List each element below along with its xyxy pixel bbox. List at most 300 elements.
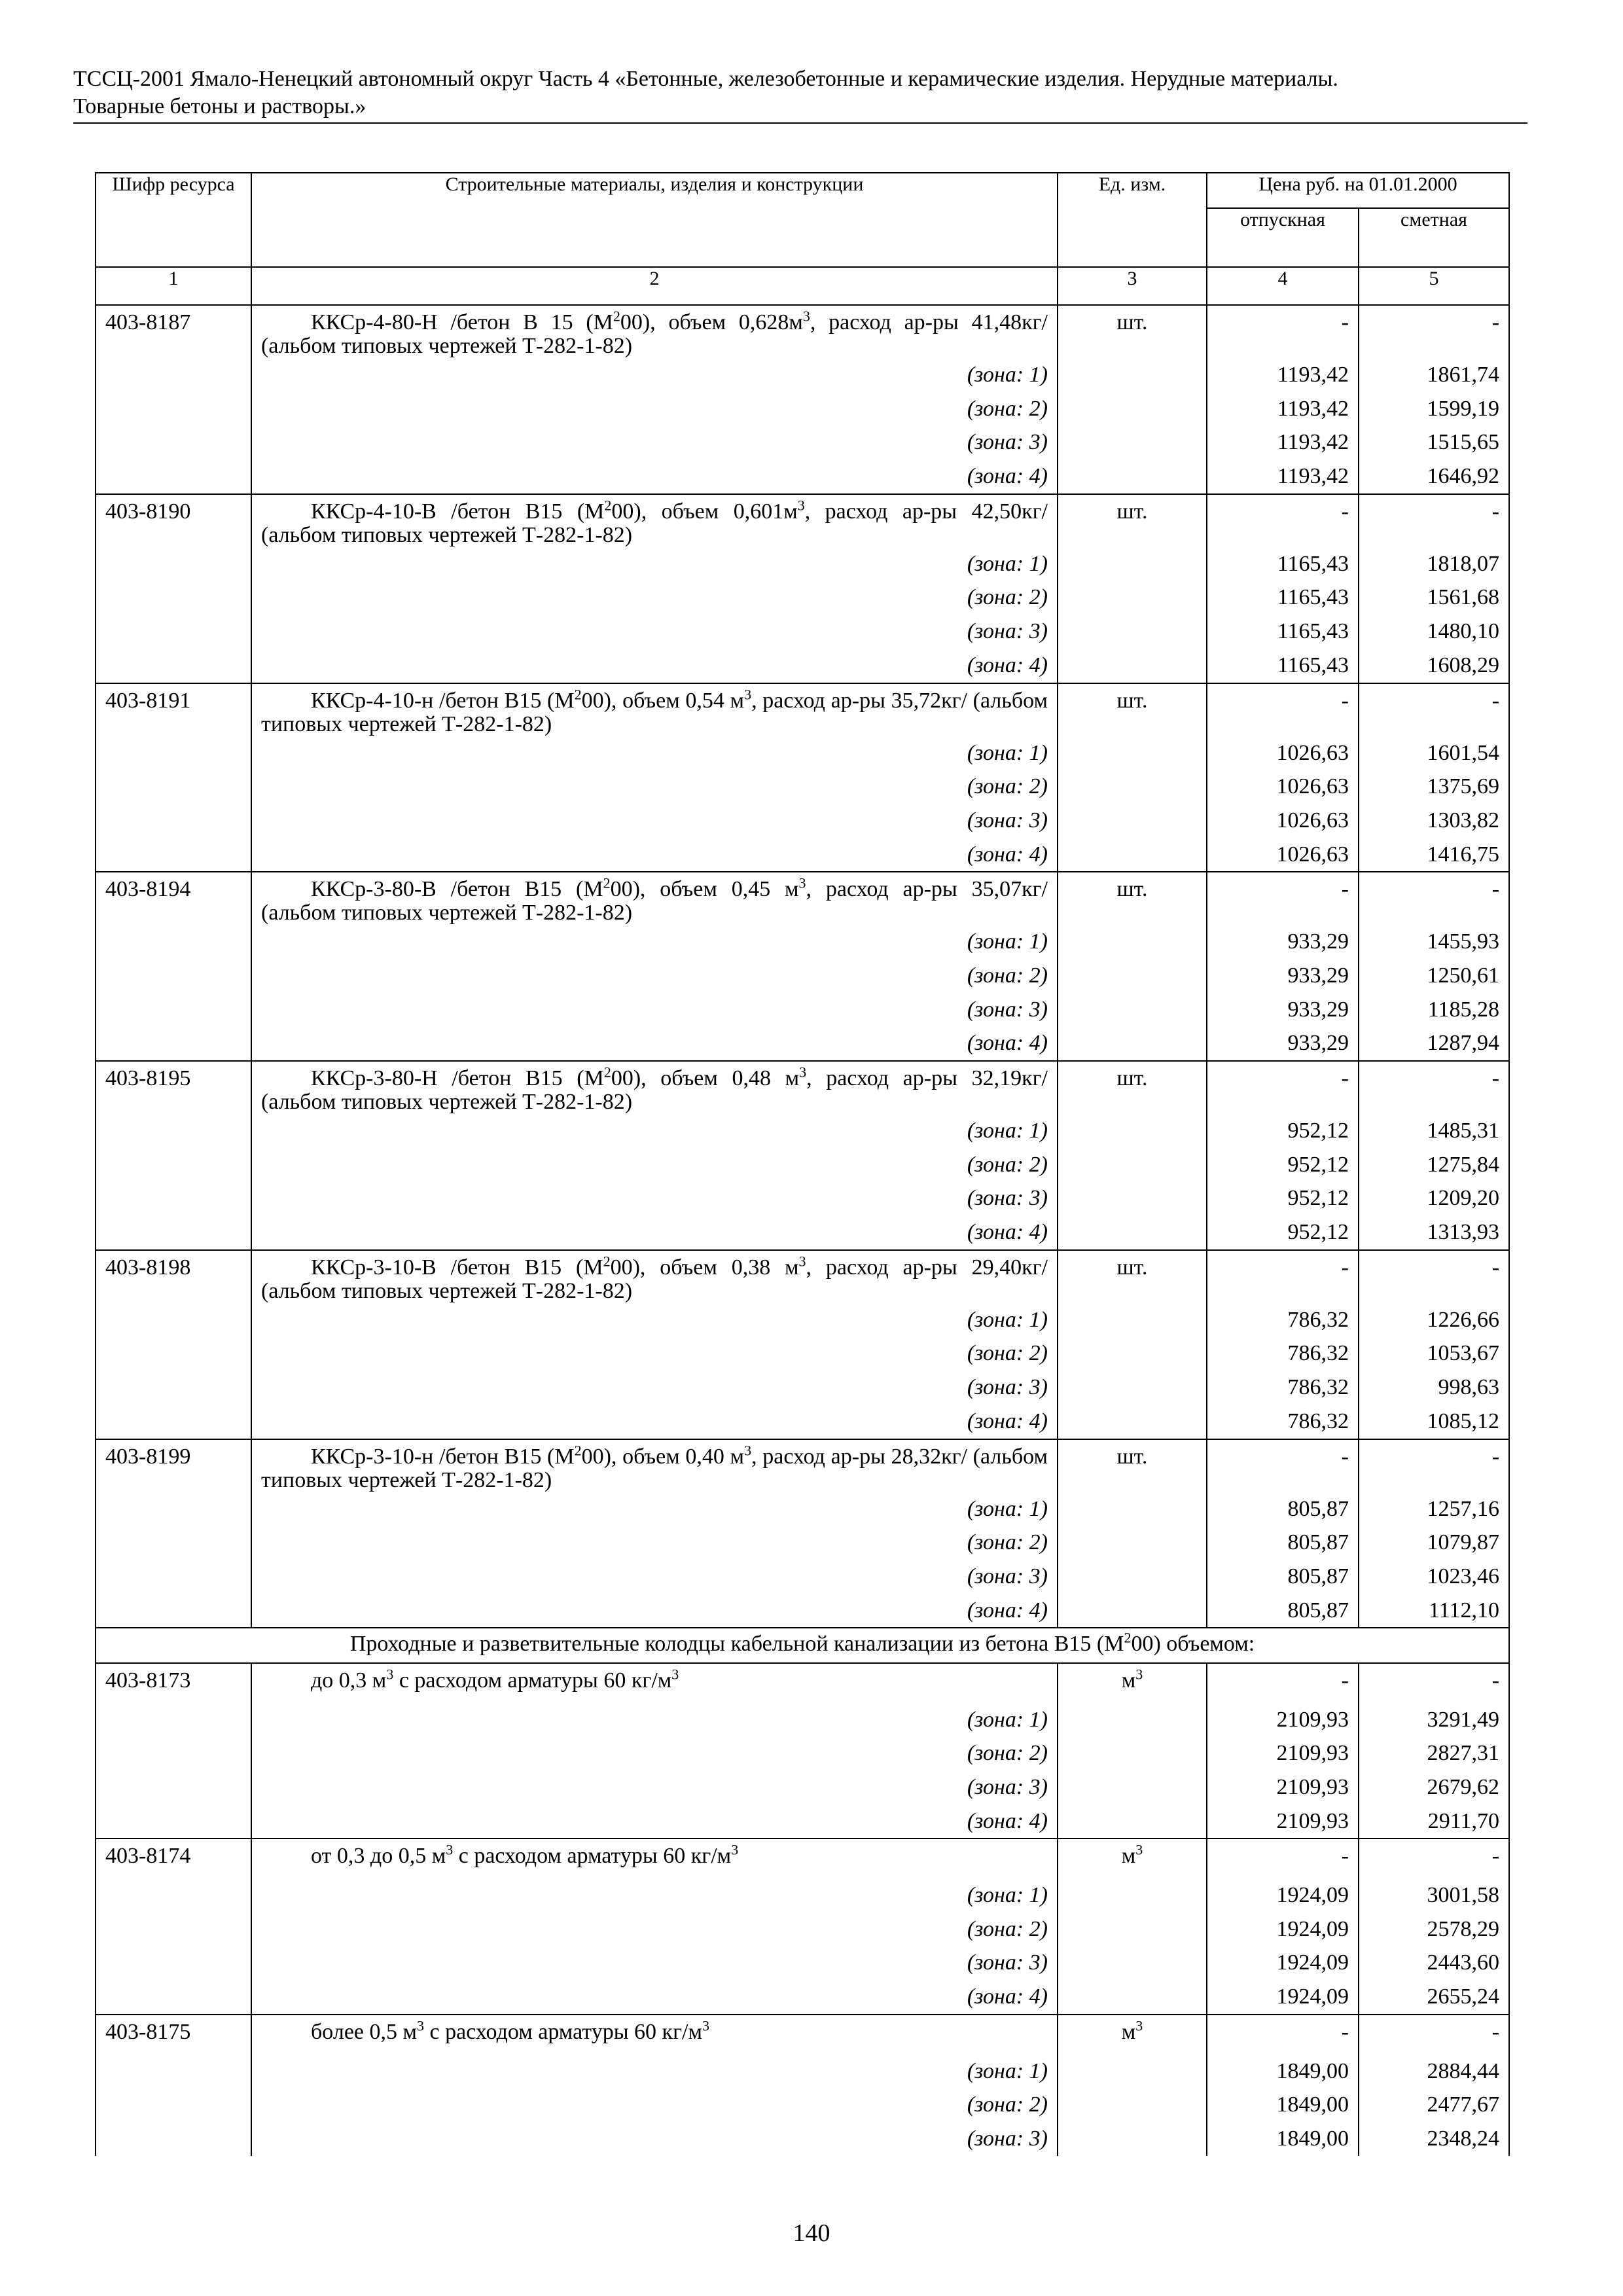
estimate-price: 1599,19	[1359, 392, 1509, 426]
empty-code-cell	[96, 1526, 251, 1560]
estimate-price: 1185,28	[1359, 993, 1509, 1027]
empty-unit-cell	[1058, 1770, 1207, 1804]
release-price: 1165,43	[1207, 547, 1359, 581]
empty-code-cell	[96, 736, 251, 770]
section-title: Проходные и разветвительные колодцы кабельной канализации из бетона В15 $(М^200)$ объемом:	[96, 1628, 1509, 1663]
estimate-price: 1480,10	[1359, 615, 1509, 649]
estimate-price: 998,63	[1359, 1371, 1509, 1405]
zone-label: (зона: 3)	[251, 1181, 1058, 1215]
zone-label: (зона: 1)	[251, 925, 1058, 959]
item-description: более 0,5 $м^3$ с расходом арматуры 60 $кг/м^3$	[251, 2015, 1058, 2054]
zone-row	[96, 392, 1509, 426]
release-price: 952,12	[1207, 1114, 1359, 1148]
table-row	[96, 2015, 1509, 2054]
empty-code-cell	[96, 804, 251, 838]
item-description: ККСр-4-80-Н /бетон В 15 $(М^200)$, объем $0,628м^3$, расход ар-ры 41,48кг/ (альбом типовых чертежей Т-282-1-82)	[251, 305, 1058, 358]
unit-cell: шт.	[1058, 1439, 1207, 1492]
column-number-4: 4	[1207, 267, 1359, 305]
empty-code-cell	[96, 1215, 251, 1250]
empty-unit-cell	[1058, 1492, 1207, 1526]
release-price: 786,32	[1207, 1303, 1359, 1337]
estimate-price-dash: -	[1359, 1061, 1509, 1114]
estimate-price: 1226,66	[1359, 1303, 1509, 1337]
empty-code-cell	[96, 1405, 251, 1439]
release-price: 2109,93	[1207, 1804, 1359, 1839]
estimate-price: 1455,93	[1359, 925, 1509, 959]
zone-label: (зона: 2)	[251, 1526, 1058, 1560]
estimate-price: 1561,68	[1359, 581, 1509, 615]
empty-unit-cell	[1058, 425, 1207, 459]
estimate-price: 1053,67	[1359, 1336, 1509, 1371]
empty-unit-cell	[1058, 993, 1207, 1027]
section-row	[96, 1628, 1509, 1663]
estimate-price-dash: -	[1359, 305, 1509, 358]
table-row	[96, 683, 1509, 736]
zone-row	[96, 547, 1509, 581]
empty-unit-cell	[1058, 1405, 1207, 1439]
estimate-price-dash: -	[1359, 1250, 1509, 1303]
zone-row	[96, 1703, 1509, 1737]
empty-code-cell	[96, 993, 251, 1027]
empty-unit-cell	[1058, 770, 1207, 804]
zone-label: (зона: 1)	[251, 1492, 1058, 1526]
zone-row	[96, 1736, 1509, 1770]
empty-code-cell	[96, 1560, 251, 1594]
header-release: отпускная	[1207, 208, 1359, 267]
zone-label: (зона: 4)	[251, 649, 1058, 683]
release-price: 1165,43	[1207, 649, 1359, 683]
release-price: 1165,43	[1207, 615, 1359, 649]
empty-code-cell	[96, 1878, 251, 1912]
estimate-price: 2655,24	[1359, 1980, 1509, 2015]
estimate-price: 1112,10	[1359, 1594, 1509, 1628]
release-price: 786,32	[1207, 1405, 1359, 1439]
resource-code: 403-8194	[96, 872, 251, 925]
resource-code: 403-8173	[96, 1663, 251, 1703]
zone-row	[96, 1492, 1509, 1526]
item-description: ККСр-3-80-В /бетон В15 $(М^200)$, объем 0,45 $м^3$, расход ар-ры 35,07кг/ (альбом типовых чертежей Т-282-1-82)	[251, 872, 1058, 925]
release-price: 1924,09	[1207, 1980, 1359, 2015]
release-price: 1026,63	[1207, 770, 1359, 804]
zone-label: (зона: 4)	[251, 838, 1058, 872]
empty-code-cell	[96, 1026, 251, 1061]
empty-unit-cell	[1058, 1980, 1207, 2015]
estimate-price: 1257,16	[1359, 1492, 1509, 1526]
zone-label: (зона: 2)	[251, 959, 1058, 993]
header-unit: Ед. изм.	[1058, 173, 1207, 267]
column-number-2: 2	[251, 267, 1058, 305]
zone-row	[96, 1526, 1509, 1560]
empty-unit-cell	[1058, 459, 1207, 494]
empty-unit-cell	[1058, 581, 1207, 615]
zone-row	[96, 1336, 1509, 1371]
empty-unit-cell	[1058, 2122, 1207, 2156]
estimate-price: 2477,67	[1359, 2088, 1509, 2122]
zone-row	[96, 459, 1509, 494]
zone-row	[96, 1912, 1509, 1946]
empty-code-cell	[96, 425, 251, 459]
empty-code-cell	[96, 1492, 251, 1526]
estimate-price: 2578,29	[1359, 1912, 1509, 1946]
zone-row	[96, 1560, 1509, 1594]
empty-code-cell	[96, 838, 251, 872]
estimate-price-dash: -	[1359, 1439, 1509, 1492]
header-line-2: Товарные бетоны и растворы.»	[73, 94, 366, 118]
estimate-price-dash: -	[1359, 2015, 1509, 2054]
empty-unit-cell	[1058, 1912, 1207, 1946]
empty-code-cell	[96, 770, 251, 804]
zone-label: (зона: 3)	[251, 1946, 1058, 1980]
zone-row	[96, 1181, 1509, 1215]
unit-cell: шт.	[1058, 1250, 1207, 1303]
zone-label: (зона: 4)	[251, 1804, 1058, 1839]
item-description: до 0,3 $м^3$ с расходом арматуры 60 $кг/м^3$	[251, 1663, 1058, 1703]
resource-code: 403-8174	[96, 1839, 251, 1878]
empty-code-cell	[96, 925, 251, 959]
estimate-price-dash: -	[1359, 683, 1509, 736]
empty-code-cell	[96, 459, 251, 494]
zone-row	[96, 1878, 1509, 1912]
empty-unit-cell	[1058, 1594, 1207, 1628]
empty-code-cell	[96, 2054, 251, 2089]
zone-row	[96, 804, 1509, 838]
unit-cell: шт.	[1058, 872, 1207, 925]
release-price: 805,87	[1207, 1594, 1359, 1628]
empty-unit-cell	[1058, 736, 1207, 770]
release-price-dash: -	[1207, 1061, 1359, 1114]
estimate-price-dash: -	[1359, 872, 1509, 925]
empty-code-cell	[96, 1736, 251, 1770]
release-price-dash: -	[1207, 1439, 1359, 1492]
estimate-price: 1079,87	[1359, 1526, 1509, 1560]
zone-label: (зона: 4)	[251, 1980, 1058, 2015]
item-description: ККСр-3-80-Н /бетон В15 $(М^200)$, объем 0,48 $м^3$, расход ар-ры 32,19кг/ (альбом типовых чертежей Т-282-1-82)	[251, 1061, 1058, 1114]
item-description: ККСр-4-10-н /бетон В15 $(М^200)$, объем 0,54 $м^3$, расход ар-ры 35,72кг/ (альбом типовых чертежей Т-282-1-82)	[251, 683, 1058, 736]
release-price: 952,12	[1207, 1181, 1359, 1215]
unit-cell: шт.	[1058, 305, 1207, 358]
zone-label: (зона: 4)	[251, 1405, 1058, 1439]
empty-unit-cell	[1058, 1526, 1207, 1560]
table-row	[96, 1061, 1509, 1114]
release-price: 1924,09	[1207, 1878, 1359, 1912]
zone-row	[96, 358, 1509, 392]
zone-label: (зона: 4)	[251, 1594, 1058, 1628]
release-price: 805,87	[1207, 1560, 1359, 1594]
table-row	[96, 1663, 1509, 1703]
release-price: 786,32	[1207, 1371, 1359, 1405]
empty-code-cell	[96, 392, 251, 426]
release-price: 1026,63	[1207, 736, 1359, 770]
empty-code-cell	[96, 2088, 251, 2122]
release-price: 1165,43	[1207, 581, 1359, 615]
release-price: 1193,42	[1207, 392, 1359, 426]
zone-label: (зона: 3)	[251, 1560, 1058, 1594]
release-price: 1193,42	[1207, 425, 1359, 459]
release-price-dash: -	[1207, 1250, 1359, 1303]
zone-row	[96, 1114, 1509, 1148]
table-row	[96, 1839, 1509, 1878]
header-divider	[73, 122, 1527, 124]
release-price-dash: -	[1207, 494, 1359, 547]
zone-row	[96, 615, 1509, 649]
zone-label: (зона: 1)	[251, 2054, 1058, 2089]
price-table	[95, 172, 1510, 2156]
zone-label: (зона: 2)	[251, 770, 1058, 804]
empty-code-cell	[96, 1303, 251, 1337]
release-price: 933,29	[1207, 993, 1359, 1027]
estimate-price: 1485,31	[1359, 1114, 1509, 1148]
zone-label: (зона: 3)	[251, 1371, 1058, 1405]
empty-code-cell	[96, 1148, 251, 1182]
empty-unit-cell	[1058, 1560, 1207, 1594]
release-price: 805,87	[1207, 1492, 1359, 1526]
empty-unit-cell	[1058, 2088, 1207, 2122]
empty-code-cell	[96, 1770, 251, 1804]
unit-cell: шт.	[1058, 494, 1207, 547]
empty-unit-cell	[1058, 804, 1207, 838]
empty-unit-cell	[1058, 1736, 1207, 1770]
resource-code: 403-8187	[96, 305, 251, 358]
empty-unit-cell	[1058, 1946, 1207, 1980]
zone-row	[96, 1215, 1509, 1250]
empty-unit-cell	[1058, 1804, 1207, 1839]
zone-row	[96, 993, 1509, 1027]
release-price: 2109,93	[1207, 1736, 1359, 1770]
empty-code-cell	[96, 1336, 251, 1371]
estimate-price: 1515,65	[1359, 425, 1509, 459]
resource-code: 403-8199	[96, 1439, 251, 1492]
empty-unit-cell	[1058, 649, 1207, 683]
release-price: 1924,09	[1207, 1912, 1359, 1946]
zone-label: (зона: 1)	[251, 1878, 1058, 1912]
zone-label: (зона: 3)	[251, 804, 1058, 838]
item-description: ККСр-4-10-В /бетон В15 $(М^200)$, объем $0,601м^3$, расход ар-ры 42,50кг/ (альбом типовых чертежей Т-282-1-82)	[251, 494, 1058, 547]
unit-cell: шт.	[1058, 683, 1207, 736]
release-price-dash: -	[1207, 872, 1359, 925]
empty-unit-cell	[1058, 1026, 1207, 1061]
zone-label: (зона: 2)	[251, 1148, 1058, 1182]
column-number-3: 3	[1058, 267, 1207, 305]
estimate-price: 1416,75	[1359, 838, 1509, 872]
zone-label: (зона: 2)	[251, 1736, 1058, 1770]
zone-row	[96, 959, 1509, 993]
table-row	[96, 305, 1509, 358]
empty-code-cell	[96, 1946, 251, 1980]
estimate-price: 1608,29	[1359, 649, 1509, 683]
zone-row	[96, 1946, 1509, 1980]
estimate-price: 2679,62	[1359, 1770, 1509, 1804]
empty-unit-cell	[1058, 959, 1207, 993]
zone-row	[96, 2054, 1509, 2089]
zone-label: (зона: 1)	[251, 1114, 1058, 1148]
header-line-1: ТССЦ-2001 Ямало-Ненецкий автономный округ Часть 4 «Бетонные, железобетонные и керамические изделия. Нерудные материалы.	[73, 67, 1338, 91]
empty-unit-cell	[1058, 838, 1207, 872]
item-description: ККСр-3-10-В /бетон В15 $(М^200)$, объем 0,38 $м^3$, расход ар-ры 29,40кг/ (альбом типовых чертежей Т-282-1-82)	[251, 1250, 1058, 1303]
zone-label: (зона: 4)	[251, 1215, 1058, 1250]
zone-label: (зона: 1)	[251, 547, 1058, 581]
estimate-price: 1375,69	[1359, 770, 1509, 804]
estimate-price: 1313,93	[1359, 1215, 1509, 1250]
zone-label: (зона: 1)	[251, 358, 1058, 392]
empty-unit-cell	[1058, 1336, 1207, 1371]
empty-unit-cell	[1058, 392, 1207, 426]
release-price: 1193,42	[1207, 459, 1359, 494]
empty-code-cell	[96, 1703, 251, 1737]
estimate-price: 2827,31	[1359, 1736, 1509, 1770]
zone-label: (зона: 3)	[251, 615, 1058, 649]
estimate-price: 1601,54	[1359, 736, 1509, 770]
zone-row	[96, 1303, 1509, 1337]
estimate-price: 1085,12	[1359, 1405, 1509, 1439]
item-description: ККСр-3-10-н /бетон В15 $(М^200)$, объем 0,40 $м^3$, расход ар-ры 28,32кг/ (альбом типовых чертежей Т-282-1-82)	[251, 1439, 1058, 1492]
estimate-price: 2911,70	[1359, 1804, 1509, 1839]
estimate-price: 1303,82	[1359, 804, 1509, 838]
estimate-price: 1209,20	[1359, 1181, 1509, 1215]
empty-code-cell	[96, 1912, 251, 1946]
estimate-price: 1275,84	[1359, 1148, 1509, 1182]
zone-label: (зона: 2)	[251, 1336, 1058, 1371]
release-price: 1924,09	[1207, 1946, 1359, 1980]
empty-code-cell	[96, 1804, 251, 1839]
empty-code-cell	[96, 649, 251, 683]
release-price-dash: -	[1207, 1663, 1359, 1703]
release-price: 2109,93	[1207, 1770, 1359, 1804]
release-price-dash: -	[1207, 305, 1359, 358]
zone-label: (зона: 1)	[251, 1303, 1058, 1337]
zone-label: (зона: 3)	[251, 425, 1058, 459]
release-price: 805,87	[1207, 1526, 1359, 1560]
zone-row	[96, 1980, 1509, 2015]
release-price: 1193,42	[1207, 358, 1359, 392]
empty-code-cell	[96, 358, 251, 392]
release-price: 1849,00	[1207, 2122, 1359, 2156]
empty-code-cell	[96, 2122, 251, 2156]
release-price: 1026,63	[1207, 838, 1359, 872]
unit-cell: $м^3$	[1058, 2015, 1207, 2054]
estimate-price: 1250,61	[1359, 959, 1509, 993]
empty-unit-cell	[1058, 1148, 1207, 1182]
zone-row	[96, 1026, 1509, 1061]
zone-row	[96, 736, 1509, 770]
zone-row	[96, 425, 1509, 459]
item-description: от 0,3 до 0,5 $м^3$ с расходом арматуры 60 $кг/м^3$	[251, 1839, 1058, 1878]
unit-cell: $м^3$	[1058, 1839, 1207, 1878]
estimate-price: 2348,24	[1359, 2122, 1509, 2156]
empty-unit-cell	[1058, 1878, 1207, 1912]
estimate-price: 3291,49	[1359, 1703, 1509, 1737]
release-price: 1849,00	[1207, 2054, 1359, 2089]
empty-unit-cell	[1058, 1371, 1207, 1405]
zone-row	[96, 581, 1509, 615]
zone-row	[96, 1770, 1509, 1804]
zone-label: (зона: 2)	[251, 392, 1058, 426]
resource-code: 403-8190	[96, 494, 251, 547]
estimate-price: 1861,74	[1359, 358, 1509, 392]
empty-unit-cell	[1058, 1215, 1207, 1250]
release-price-dash: -	[1207, 1839, 1359, 1878]
zone-label: (зона: 4)	[251, 459, 1058, 494]
zone-label: (зона: 1)	[251, 736, 1058, 770]
estimate-price: 2443,60	[1359, 1946, 1509, 1980]
zone-label: (зона: 3)	[251, 993, 1058, 1027]
empty-code-cell	[96, 959, 251, 993]
empty-code-cell	[96, 1371, 251, 1405]
empty-unit-cell	[1058, 1303, 1207, 1337]
empty-unit-cell	[1058, 925, 1207, 959]
header-price: Цена руб. на 01.01.2000	[1207, 173, 1509, 208]
release-price: 952,12	[1207, 1148, 1359, 1182]
zone-label: (зона: 4)	[251, 1026, 1058, 1061]
zone-row	[96, 1148, 1509, 1182]
empty-code-cell	[96, 581, 251, 615]
unit-cell: шт.	[1058, 1061, 1207, 1114]
empty-code-cell	[96, 1980, 251, 2015]
empty-unit-cell	[1058, 1181, 1207, 1215]
empty-unit-cell	[1058, 547, 1207, 581]
zone-label: (зона: 1)	[251, 1703, 1058, 1737]
zone-row	[96, 1594, 1509, 1628]
page-number: 140	[793, 2219, 830, 2247]
zone-row	[96, 1371, 1509, 1405]
release-price: 933,29	[1207, 1026, 1359, 1061]
resource-code: 403-8175	[96, 2015, 251, 2054]
resource-code: 403-8195	[96, 1061, 251, 1114]
zone-label: (зона: 2)	[251, 581, 1058, 615]
estimate-price-dash: -	[1359, 1663, 1509, 1703]
resource-code: 403-8191	[96, 683, 251, 736]
empty-unit-cell	[1058, 1114, 1207, 1148]
zone-row	[96, 649, 1509, 683]
unit-cell: $м^3$	[1058, 1663, 1207, 1703]
zone-row	[96, 2122, 1509, 2156]
empty-code-cell	[96, 547, 251, 581]
release-price: 1849,00	[1207, 2088, 1359, 2122]
release-price: 933,29	[1207, 925, 1359, 959]
table-row	[96, 1439, 1509, 1492]
zone-label: (зона: 3)	[251, 1770, 1058, 1804]
header-code: Шифр ресурса	[96, 173, 251, 267]
empty-unit-cell	[1058, 1703, 1207, 1737]
zone-row	[96, 838, 1509, 872]
release-price-dash: -	[1207, 683, 1359, 736]
empty-unit-cell	[1058, 358, 1207, 392]
column-number-1: 1	[96, 267, 251, 305]
empty-code-cell	[96, 1594, 251, 1628]
estimate-price: 1023,46	[1359, 1560, 1509, 1594]
estimate-price: 1646,92	[1359, 459, 1509, 494]
release-price-dash: -	[1207, 2015, 1359, 2054]
estimate-price: 3001,58	[1359, 1878, 1509, 1912]
release-price: 952,12	[1207, 1215, 1359, 1250]
resource-code: 403-8198	[96, 1250, 251, 1303]
estimate-price: 1287,94	[1359, 1026, 1509, 1061]
header-name: Строительные материалы, изделия и конструкции	[251, 173, 1058, 267]
empty-code-cell	[96, 1181, 251, 1215]
table-row	[96, 494, 1509, 547]
zone-label: (зона: 3)	[251, 2122, 1058, 2156]
empty-code-cell	[96, 615, 251, 649]
estimate-price-dash: -	[1359, 494, 1509, 547]
zone-row	[96, 1405, 1509, 1439]
release-price: 2109,93	[1207, 1703, 1359, 1737]
zone-row	[96, 1804, 1509, 1839]
zone-row	[96, 2088, 1509, 2122]
table-row	[96, 872, 1509, 925]
estimate-price-dash: -	[1359, 1839, 1509, 1878]
estimate-price: 1818,07	[1359, 547, 1509, 581]
release-price: 933,29	[1207, 959, 1359, 993]
zone-row	[96, 925, 1509, 959]
